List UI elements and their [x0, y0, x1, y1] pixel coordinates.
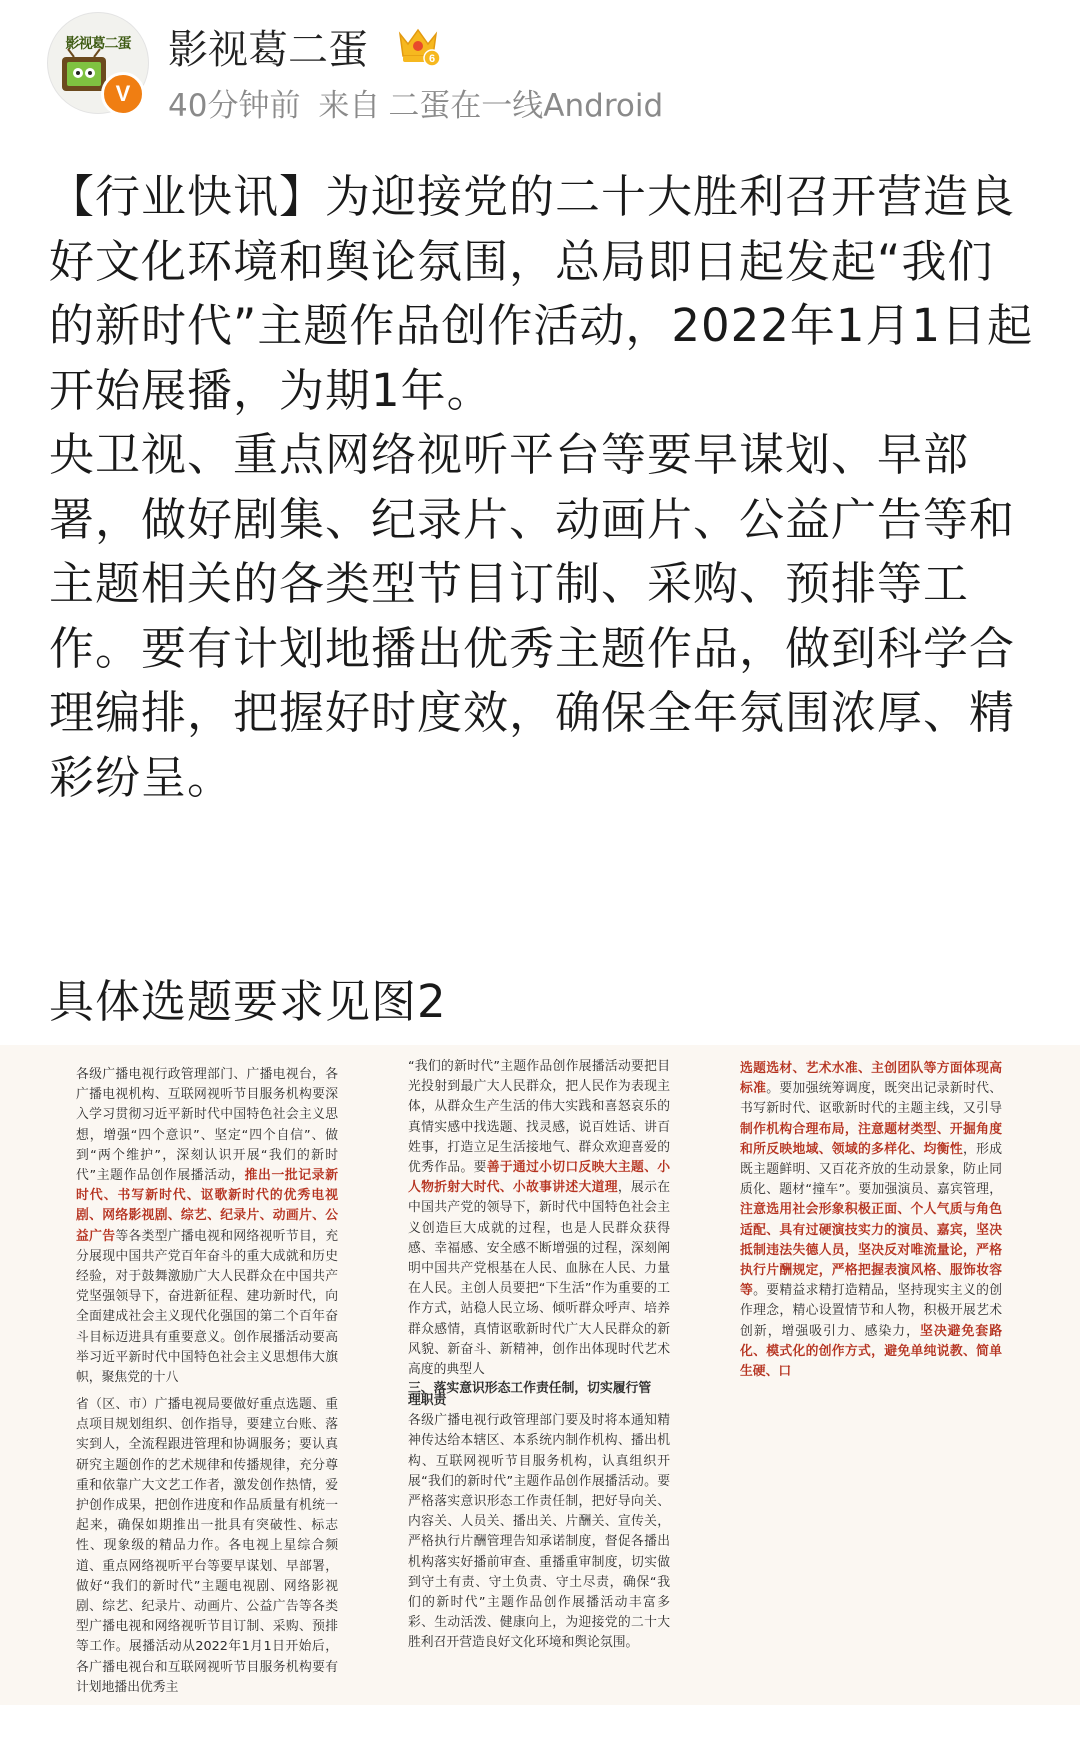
post-source[interactable]: 二蛋在一线Android — [388, 88, 664, 124]
doc-text: 各级广播电视行政管理部门、广播电视台，各广播电视机构、互联网视听节目服务机构要深入学习贯彻习近平新时代中国特色社会主义思想，增强“四个意识”、坚定“四个自信”、做到“两个维护”，深刻认识开展“我们的新时代”主题作品创作展播活动， — [76, 1067, 338, 1184]
doc-text: 。要精益求精打造精品，坚持现实主义的创作理念，精心设置情节和人物，积极开展艺术创新，增强吸引力、感染力， — [740, 1283, 1003, 1339]
doc-text: 。要加强统筹调度，既突出记录新时代、书写新时代、讴歌新时代的主题主线，又引导 — [740, 1081, 1003, 1117]
doc-highlight: 坚决避免套路化、模式化的创作方式，避免单纯说教、简单生硬、口 — [740, 1323, 1003, 1380]
avatar-label: 影视葛二蛋 — [65, 36, 131, 52]
doc-column-3 — [740, 1059, 1002, 1379]
post-body — [49, 165, 1039, 810]
post-paragraph-2: 央卫视、重点网络视听平台等要早谋划、早部署，做好剧集、纪录片、动画片、公益广告等和主题相关的各类型节目订制、采购、预排等工作。要有计划地播出优秀主题作品，做到科学合理编排，把握好时度效，确保全年氛围浓厚、精彩纷呈。 — [49, 428, 1016, 804]
post-paragraph-1: 【行业快讯】为迎接党的二十大胜利召开营造良好文化环境和舆论氛围，总局即日起发起“我们的新时代”主题作品创作活动，2022年1月1日起开始展播，为期1年。 — [49, 170, 1034, 417]
doc-text: 等各类型广播电视和网络视听节目，充分展现中国共产党百年奋斗的重大成就和历史经验，对于鼓舞激励广大人民群众在中国共产党坚强领导下，奋进新征程、建功新时代，向全面建成社会主义现代化强国的第二个百年奋斗目标迈进具有重要意义。创作展播活动要高举习近平新时代中国特色社会主义思想伟大旗帜，聚焦党的十八 — [76, 1228, 339, 1386]
doc-text: 各级广播电视行政管理部门要及时将本通知精神传达给本辖区、本系统内制作机构、播出机构、互联网视听节目服务机构，认真组织开展“我们的新时代”主题作品创作展播活动。要严格落实意识形态工作责任制，把好导向关、内容关、人员关、播出关、片酬关、宣传关，严格执行片酬管理告知承诺制度，督促各播出机构落实好播前审查、重播重审制度，切实做到守土有责、守土负责、守土尽责，确保“我们的新时代”主题作品创作展播活动丰富多彩、生动活泼、健康向上，为迎接党的二十大胜利召开营造良好文化环境和舆论氛围。 — [408, 1413, 670, 1651]
post-header — [0, 0, 1080, 130]
doc-text: ，形成既主题鲜明、又百花齐放的生动景象，防止同质化、题材“撞车”。要加强演员、嘉宾管理， — [740, 1141, 1003, 1198]
doc-column-1 — [76, 1065, 339, 1386]
doc-column-5 — [408, 1381, 670, 1697]
doc-column-2 — [408, 1057, 671, 1396]
attached-document-image[interactable] — [0, 1045, 1080, 1705]
doc-highlight: 选题选材、艺术水准、主创团队等方面体现高标准 — [740, 1061, 1002, 1097]
crown-level: 6 — [428, 53, 436, 65]
doc-section-heading-cut: 三、落实意识形态工作责任制，切实履行管 — [408, 1381, 652, 1396]
post-meta — [168, 80, 671, 125]
bottom-spacer — [0, 1705, 1080, 1751]
doc-column-4 — [76, 1395, 338, 1700]
verified-badge-icon: V — [101, 72, 145, 116]
username[interactable]: 影视葛二蛋 — [168, 27, 368, 73]
doc-highlight: 制作机构合理布局，注意题材类型、开掘角度和所反映地域、领域的多样化、均衡性 — [740, 1121, 1002, 1157]
doc-text: “我们的新时代”主题作品创作展播活动要把目光投射到最广大人民群众，把人民作为表现主体，从群众生产生活的伟大实践和喜怒哀乐的真情实感中找选题、找灵感，说百姓话、讲百姓事，打造立足生活接地气、群众欢迎喜爱的优秀作品。要 — [408, 1059, 670, 1176]
crown-level-icon — [395, 22, 441, 68]
doc-text: ，展示在中国共产党的领导下，新时代中国特色社会主义创造巨大成就的过程，也是人民群众获得感、幸福感、安全感不断增强的过程，深刻阐明中国共产党根基在人民、血脉在人民、力量在人民。主创人员要把“下生活”作为重要的工作方式，站稳人民立场、倾听群众呼声、培养群众感情，真情讴歌新时代广大人民群众的新风貌、新奋斗、新精神，创作出体现时代艺术高度的典型人 — [408, 1180, 671, 1378]
doc-highlight: 推出一批记录新时代、书写新时代、讴歌新时代的优秀电视剧、网络影视剧、综艺、纪录片、动画片、公益广告 — [76, 1168, 338, 1244]
doc-section-heading: 理职责 — [408, 1393, 447, 1408]
source-prefix: 来自 — [318, 88, 381, 124]
post-time: 40分钟前 — [168, 88, 301, 124]
see-image-note: 具体选题要求见图2 — [49, 975, 447, 1028]
doc-highlight: 善于通过小切口反映大主题、小人物折射大时代、小故事讲述大道理 — [408, 1160, 671, 1196]
doc-text: 省（区、市）广播电视局要做好重点选题、重点项目规划组织、创作指导，要建立台账、落实到人，全流程跟进管理和协调服务；要认真研究主题创作的艺术规律和传播规律，充分尊重和依靠广大文艺工作者，激发创作热情，爱护创作成果，把创作进度和作品质量有机统一起来，确保如期推出一批具有突破性、标志性、现象级的精品力作。各电视上星综合频道、重点网络视听平台等要早谋划、早部署，做好“我们的新时代”主题电视剧、网络影视剧、综艺、纪录片、动画片、公益广告等各类型广播电视和网络视听节目订制、采购、预排等工作。展播活动从2022年1月1日开始后，各广播电视台和互联网视听节目服务机构要有计划地播出优秀主 — [76, 1397, 338, 1695]
doc-highlight: 注意选用社会形象积极正面、个人气质与角色适配、具有过硬演技实力的演员、嘉宾，坚决抵制违法失德人员，坚决反对唯流量论，严格执行片酬规定，严格把握表演风格、服饰妆容等 — [740, 1202, 1002, 1299]
